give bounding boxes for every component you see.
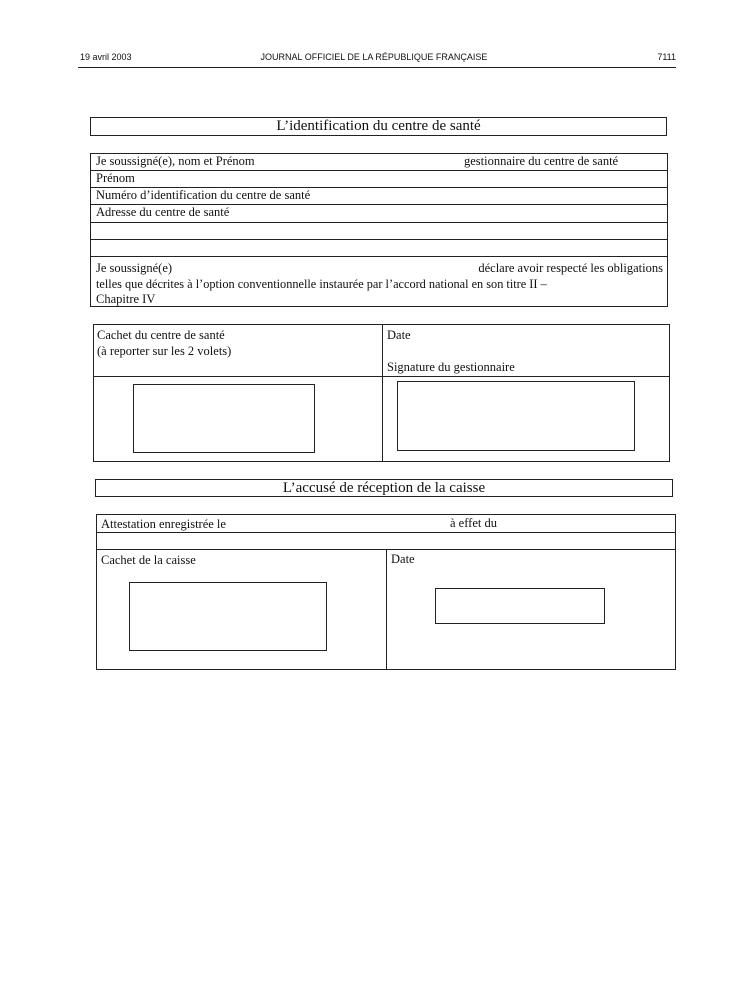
header-journal-title: JOURNAL OFFICIEL DE LA RÉPUBLIQUE FRANÇAISE xyxy=(260,52,488,62)
declaration-statement: déclare avoir respecté les obligations xyxy=(478,261,663,275)
address-label: Adresse du centre de santé xyxy=(96,205,230,219)
receipt-date-label: Date xyxy=(391,552,415,566)
receipt-top-border xyxy=(96,514,675,515)
center-stamp-instruction: (à reporter sur les 2 volets) xyxy=(97,344,232,358)
manager-signature-label: Signature du gestionnaire xyxy=(387,360,515,374)
receipt-form xyxy=(96,514,676,670)
receipt-title-box xyxy=(95,479,673,497)
firstname-row xyxy=(91,171,667,188)
header-date: 19 avril 2003 xyxy=(80,52,132,62)
id-number-label: Numéro d’identification du centre de santé xyxy=(96,188,311,202)
declaration-line-2: telles que décrites à l’option conventionnelle instaurée par l’accord national en son titre II – xyxy=(96,277,547,291)
receipt-title: L’accusé de réception de la caisse xyxy=(282,480,486,496)
fund-stamp-area[interactable] xyxy=(129,582,327,651)
receipt-bottom-border xyxy=(96,669,676,670)
signature-middle-border xyxy=(382,324,383,462)
declaration-line-3: Chapitre IV xyxy=(96,292,156,306)
receipt-right-border xyxy=(675,514,676,670)
address-row xyxy=(91,205,667,223)
address-line-2 xyxy=(91,223,667,240)
center-stamp-label: Cachet du centre de santé xyxy=(97,328,225,342)
manager-label: gestionnaire du centre de santé xyxy=(464,154,619,168)
identification-form xyxy=(90,153,668,307)
firstname-label: Prénom xyxy=(96,171,135,185)
declaration-block xyxy=(91,257,667,307)
header-rule xyxy=(78,67,676,68)
signature-right-border xyxy=(669,324,670,462)
fund-stamp-label: Cachet de la caisse xyxy=(101,553,196,567)
attestation-label: Attestation enregistrée le xyxy=(101,517,226,531)
name-label: Je soussigné(e), nom et Prénom xyxy=(96,154,255,168)
receipt-left-border xyxy=(96,514,97,670)
signature-left-border xyxy=(93,324,94,462)
signature-divider xyxy=(93,376,670,377)
attestation-row-divider xyxy=(96,532,675,533)
id-number-row xyxy=(91,188,667,205)
identification-title: L’identification du centre de santé xyxy=(276,118,481,134)
signature-bottom-border xyxy=(93,461,670,462)
manager-signature-area[interactable] xyxy=(397,381,635,451)
header-page-number: 7111 xyxy=(657,52,676,62)
receipt-middle-border xyxy=(386,549,387,670)
identification-title-box xyxy=(90,117,667,136)
effect-date-label: à effet du xyxy=(450,516,497,530)
signature-block xyxy=(93,324,670,462)
address-line-3 xyxy=(91,240,667,257)
name-row xyxy=(91,154,667,171)
declaration-subject: Je soussigné(e) xyxy=(96,261,173,275)
center-stamp-area[interactable] xyxy=(133,384,315,453)
date-label: Date xyxy=(387,328,411,342)
receipt-date-field[interactable] xyxy=(435,588,605,624)
